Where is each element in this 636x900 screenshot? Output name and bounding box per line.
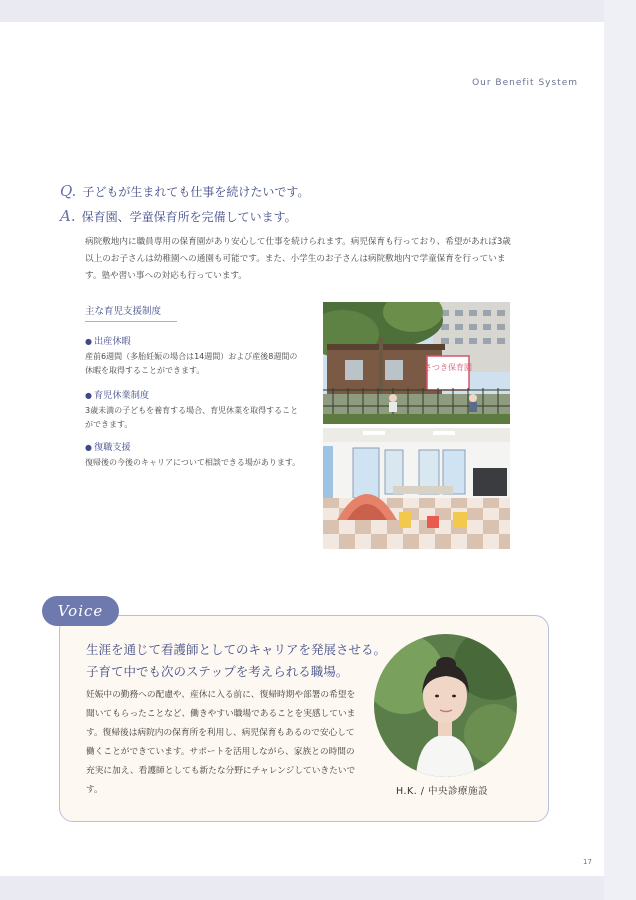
q-mark: Q. [60, 182, 77, 200]
answer-line [60, 207, 297, 225]
section-label: Our Benefit System [472, 78, 578, 88]
a-mark: A. [60, 207, 76, 225]
bullet-icon: ● [85, 391, 92, 400]
sign-text: さつき保育園 [424, 363, 472, 372]
staff-portrait [374, 634, 517, 777]
voice-body: 妊娠中の勤務への配慮や、産休に入る前に、復帰時期や部署の希望を聞いてもらったことなど、働きやすい職場であることを実感しています。復帰後は病院内の保育所を利用し、病児保育もあるので安心して働くことができています。サポートを活用しながら、家族との時間の充実に加え、看護師としても新たな分野にチャレンジしていきたいです。 [86, 690, 356, 795]
bullet-icon: ● [85, 443, 92, 452]
support-item-body: 産前6週間（多胎妊娠の場合は14週間）および産後8週間の休暇を取得することができます。 [85, 352, 298, 375]
bullet-icon: ● [85, 337, 92, 346]
voice-tab [42, 596, 119, 626]
support-item [85, 439, 305, 470]
nursery-interior-photo [323, 428, 510, 549]
portrait-caption: H.K. / 中央診療施設 [396, 786, 488, 797]
support-item-body: 3歳未満の子どもを養育する場合、育児休業を取得することができます。 [85, 406, 299, 429]
voice-headline-line: 生涯を通じて看護師としてのキャリアを発展させる。 [86, 642, 387, 657]
nursery-exterior-photo [323, 302, 510, 424]
support-title: 主な育児支援制度 [85, 303, 177, 322]
voice-headline [86, 639, 386, 683]
voice-tab-label: Voice [57, 602, 104, 620]
intro-paragraph: 病院敷地内に職員専用の保育園があり安心して仕事を続けられます。病児保育も行っており、希望があれば3歳以上のお子さんは幼稚園への通園も可能です。また、小学生のお子さんは病院敷地内で学童保育を行っています。塾や習い事への対応も行っています。 [85, 237, 511, 281]
question-text: 子どもが生まれても仕事を続けたいです。 [82, 185, 310, 199]
question-line [60, 182, 309, 200]
support-item-head: 育児休業制度 [93, 390, 150, 401]
support-item-head: 復職支援 [93, 442, 131, 453]
support-item [85, 333, 305, 377]
support-item-head: 出産休暇 [93, 336, 131, 347]
support-item [85, 387, 305, 431]
page-edge-strip [604, 0, 636, 900]
page-number: 17 [583, 858, 592, 866]
answer-text: 保育園、学童保育所を完備しています。 [81, 210, 297, 224]
voice-headline-line: 子育て中でも次のステップを考えられる職場。 [86, 664, 349, 679]
support-item-body: 復帰後の今後のキャリアについて相談できる場があります。 [85, 458, 301, 467]
